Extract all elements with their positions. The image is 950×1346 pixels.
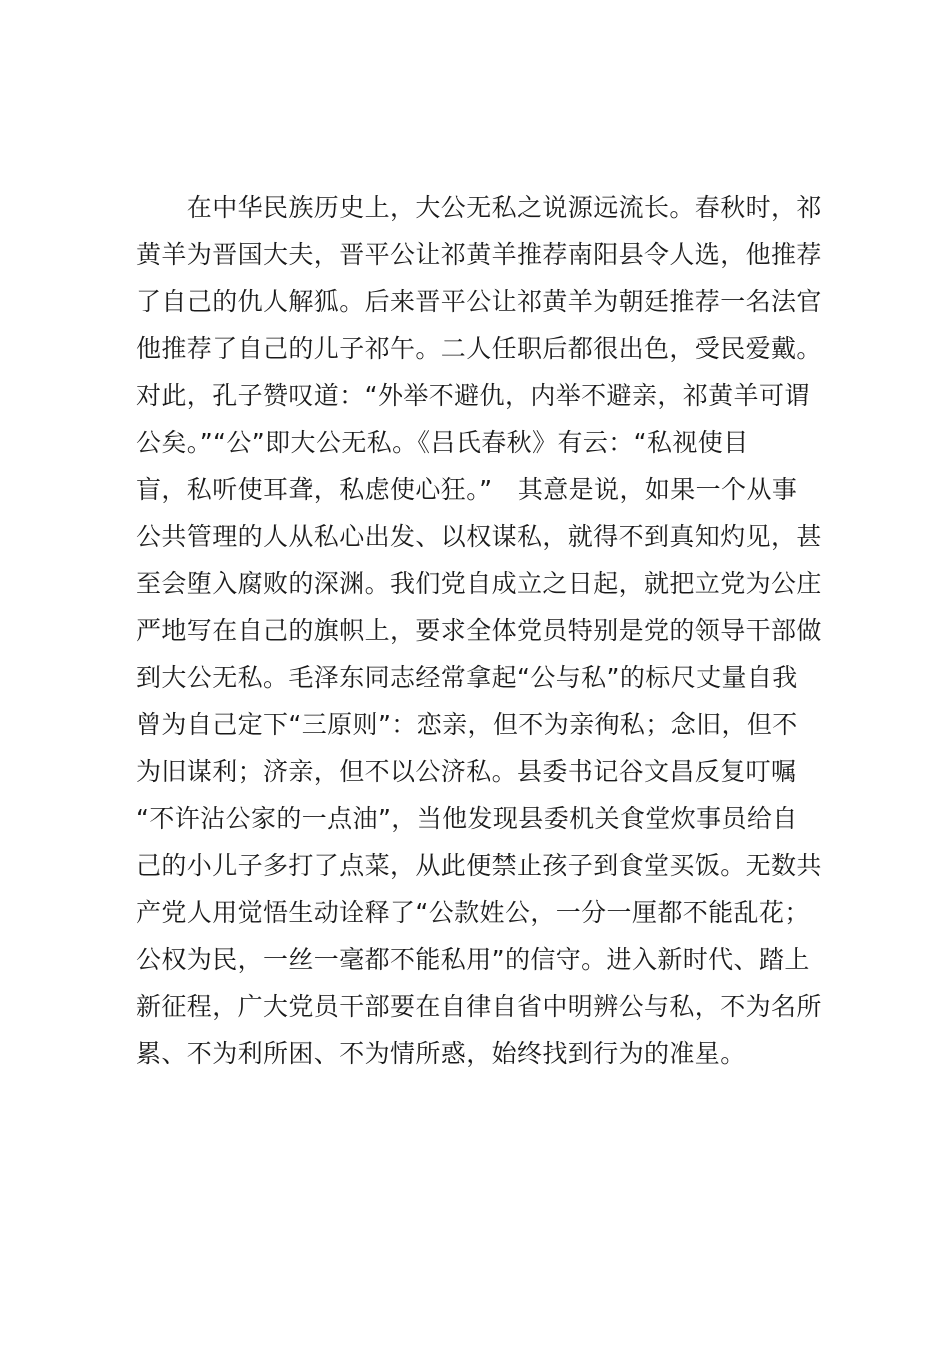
paragraph-line: 在中华民族历史上，大公无私之说源远流长。春秋时，祁 (136, 193, 822, 222)
paragraph-line: 到大公无私。毛泽东同志经常拿起“公与私”的标尺丈量自我 (136, 663, 798, 692)
paragraph-line: “不许沾公家的一点油”，当他发现县委机关食堂炊事员给自 (136, 804, 798, 833)
paragraph-line: 曾为自己定下“三原则”：恋亲，但不为亲徇私；念旧，但不 (136, 710, 798, 739)
paragraph-line: 了自己的仇人解狐。后来晋平公让祁黄羊为朝廷推荐一名法官 (136, 287, 822, 316)
paragraph-line: 新征程，广大党员干部要在自律自省中明辨公与私，不为名所 (136, 992, 822, 1021)
paragraph-line: 累、不为利所困、不为情所惑，始终找到行为的准星。 (136, 1039, 746, 1068)
paragraph-line: 为旧谋利；济亲，但不以公济私。县委书记谷文昌反复叮嘱 (136, 757, 797, 786)
paragraph-line: 他推荐了自己的儿子祁午。二人任职后都很出色，受民爱戴。 (136, 334, 822, 363)
paragraph-line: 至会堕入腐败的深渊。我们党自成立之日起，就把立党为公庄 (136, 569, 822, 598)
paragraph-line: 对此，孔子赞叹道：“外举不避仇，内举不避亲，祁黄羊可谓 (136, 381, 810, 410)
body-paragraph (136, 184, 846, 1077)
paragraph-line: 公权为民，一丝一毫都不能私用”的信守。进入新时代、踏上 (136, 945, 810, 974)
paragraph-line: 严地写在自己的旗帜上，要求全体党员特别是党的领导干部做 (136, 616, 822, 645)
paragraph-line: 公矣。”“公”即大公无私。《吕氏春秋》有云：“私视使目 (136, 428, 749, 457)
paragraph-line: 公共管理的人从私心出发、以权谋私，就得不到真知灼见，甚 (136, 522, 822, 551)
paragraph-line: 黄羊为晋国大夫，晋平公让祁黄羊推荐南阳县令人选，他推荐 (136, 240, 822, 269)
paragraph-line: 己的小儿子多打了点菜，从此便禁止孩子到食堂买饭。无数共 (136, 851, 822, 880)
paragraph-line: 盲，私听使耳聋，私虑使心狂。” 其意是说，如果一个从事 (136, 475, 798, 504)
paragraph-line: 产党人用觉悟生动诠释了“公款姓公，一分一厘都不能乱花； (136, 898, 810, 927)
